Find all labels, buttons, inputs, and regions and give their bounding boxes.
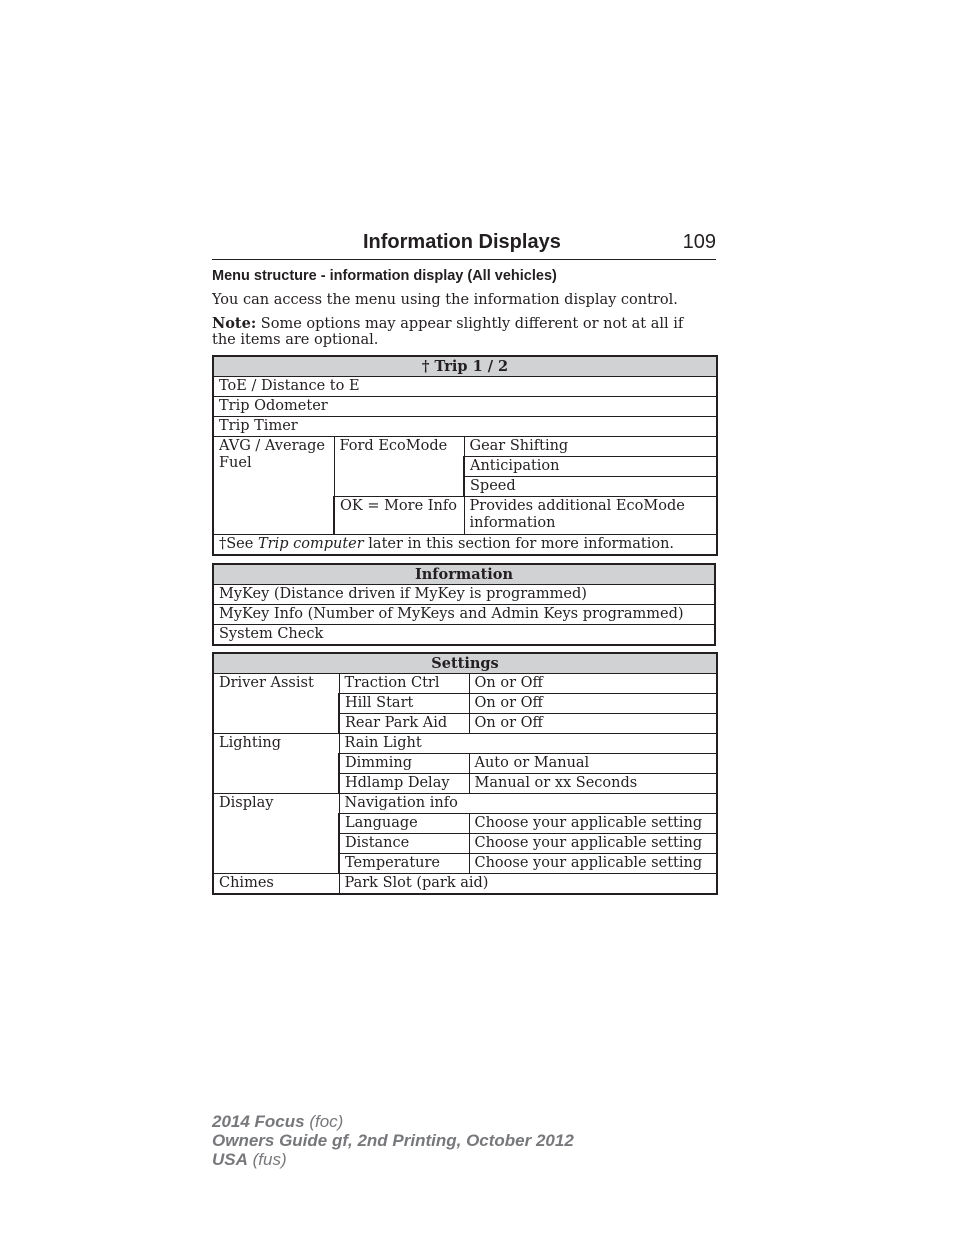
page-footer	[212, 1112, 574, 1169]
table-cell: On or Off	[469, 694, 717, 714]
table-row	[213, 585, 715, 605]
chimes-cell: Chimes	[213, 874, 339, 895]
table-row	[213, 564, 715, 585]
footnote-suffix: later in this section for more information.	[363, 536, 675, 552]
display-cell: Display	[213, 794, 339, 874]
table-cell: Gear Shifting	[464, 437, 717, 457]
footer-model-code: (foc)	[304, 1112, 344, 1131]
table-cell: Auto or Manual	[469, 754, 717, 774]
footer-market-code: (fus)	[247, 1150, 287, 1169]
footer-line-1	[212, 1112, 574, 1131]
table-row	[213, 653, 717, 674]
table-cell: Trip Odometer	[213, 397, 717, 417]
footer-line-2	[212, 1131, 574, 1150]
table-cell: On or Off	[469, 674, 717, 694]
trip-footnote	[213, 535, 717, 556]
table-cell: Speed	[464, 477, 717, 497]
table-cell: Dimming	[339, 754, 469, 774]
table-cell: On or Off	[469, 714, 717, 734]
table-row	[213, 674, 717, 694]
trip-table-header: † Trip 1 / 2	[213, 356, 717, 377]
footer-market: USA	[212, 1150, 248, 1169]
table-row	[213, 874, 717, 895]
note-label: Note:	[212, 315, 257, 332]
footnote-prefix: †See	[219, 536, 258, 552]
page-number: 109	[682, 231, 716, 253]
page-header	[212, 229, 716, 260]
page-title: Information Displays	[363, 231, 561, 253]
table-row	[213, 625, 715, 646]
table-cell: Provides additional EcoMode information	[464, 497, 717, 535]
table-row	[213, 794, 717, 814]
table-row	[213, 437, 717, 457]
note-paragraph	[212, 316, 692, 348]
table-cell: Traction Ctrl	[339, 674, 469, 694]
table-cell: Choose your applicable setting	[469, 814, 717, 834]
table-cell: Rain Light	[339, 734, 717, 754]
footnote-link-text: Trip computer	[257, 536, 364, 552]
table-row	[213, 535, 717, 556]
trip-table	[212, 355, 718, 556]
table-cell: Temperature	[339, 854, 469, 874]
table-row	[213, 377, 717, 397]
table-row	[213, 417, 717, 437]
settings-table-header: Settings	[213, 653, 717, 674]
settings-table	[212, 652, 718, 895]
lighting-cell: Lighting	[213, 734, 339, 794]
driver-assist-cell: Driver Assist	[213, 674, 339, 734]
table-row	[213, 734, 717, 754]
table-cell: Hdlamp Delay	[339, 774, 469, 794]
table-cell: Choose your applicable setting	[469, 854, 717, 874]
table-cell: Rear Park Aid	[339, 714, 469, 734]
table-cell: Park Slot (park aid)	[339, 874, 717, 895]
table-row	[213, 356, 717, 377]
avg-fuel-cell: AVG / Average Fuel	[213, 437, 334, 535]
table-cell: Anticipation	[464, 457, 717, 477]
table-cell: ToE / Distance to E	[213, 377, 717, 397]
table-cell: MyKey (Distance driven if MyKey is programmed)	[213, 585, 715, 605]
table-row	[213, 397, 717, 417]
footer-model: 2014 Focus	[212, 1112, 305, 1131]
footer-line-3	[212, 1150, 574, 1169]
note-text: Some options may appear slightly different or not at all if the items are optional.	[212, 316, 684, 348]
table-cell: System Check	[213, 625, 715, 646]
table-cell: Language	[339, 814, 469, 834]
intro-paragraph: You can access the menu using the information display control.	[212, 292, 678, 308]
table-cell: Distance	[339, 834, 469, 854]
table-cell: Choose your applicable setting	[469, 834, 717, 854]
table-row	[213, 605, 715, 625]
table-cell: Manual or xx Seconds	[469, 774, 717, 794]
table-cell: Hill Start	[339, 694, 469, 714]
information-table	[212, 563, 716, 646]
footer-printing: Owners Guide gf, 2nd Printing, October 2012	[212, 1131, 574, 1150]
table-cell: Trip Timer	[213, 417, 717, 437]
information-table-header: Information	[213, 564, 715, 585]
ecomode-cell: Ford EcoMode	[334, 437, 464, 497]
ok-more-info-cell: OK = More Info	[334, 497, 464, 535]
section-heading: Menu structure - information display (All vehicles)	[212, 268, 557, 284]
table-cell: Navigation info	[339, 794, 717, 814]
table-cell: MyKey Info (Number of MyKeys and Admin Keys programmed)	[213, 605, 715, 625]
